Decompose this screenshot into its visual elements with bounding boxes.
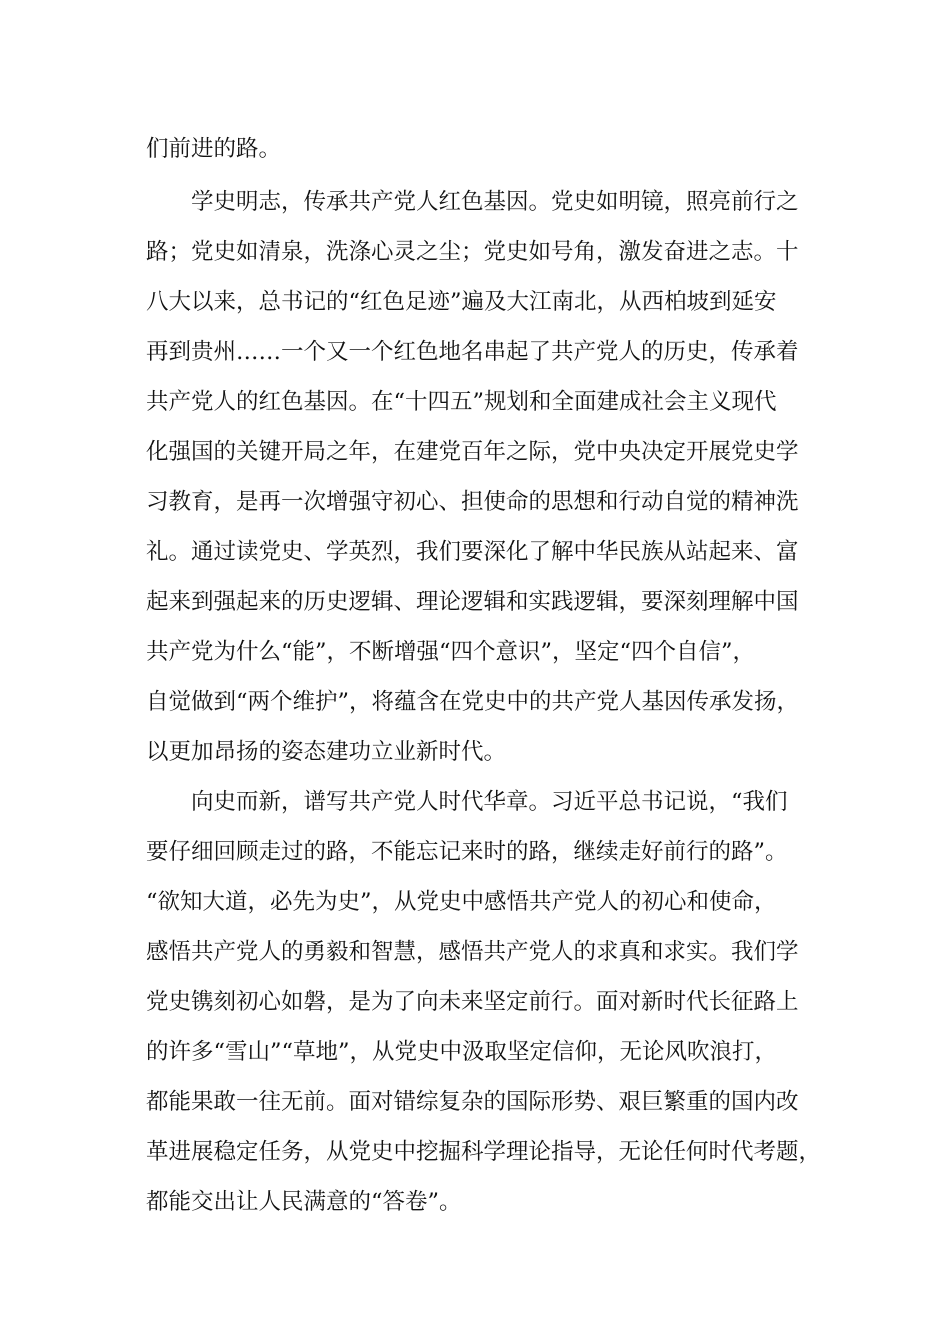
paragraph-first-line: 向史而新，谱写共产党人时代华章。习近平总书记说，“我们	[191, 789, 788, 815]
text-line: 党史镌刻初心如磐，是为了向未来坚定前行。面对新时代长征路上	[146, 989, 799, 1015]
text-line: 要仔细回顾走过的路，不能忘记来时的路，继续走好前行的路”。	[146, 839, 788, 865]
text-line: 习教育，是再一次增强守初心、担使命的思想和行动自觉的精神洗	[146, 489, 799, 515]
text-line: 们前进的路。	[146, 136, 282, 162]
text-line: 感悟共产党人的勇毅和智慧，感悟共产党人的求真和求实。我们学	[146, 939, 799, 965]
paragraph-first-line: 学史明志，传承共产党人红色基因。党史如明镜，照亮前行之	[191, 189, 799, 215]
text-line: 八大以来，总书记的“红色足迹”遍及大江南北，从西柏坡到延安	[146, 289, 777, 315]
text-line: 起来到强起来的历史逻辑、理论逻辑和实践逻辑，要深刻理解中国	[146, 589, 799, 615]
text-line: 自觉做到“两个维护”，将蕴含在党史中的共产党人基因传承发扬，	[146, 689, 800, 715]
text-line: 都能交出让人民满意的“答卷”。	[146, 1189, 462, 1215]
text-line: 再到贵州……一个又一个红色地名串起了共产党人的历史，传承着	[146, 339, 799, 365]
text-line: 共产党为什么“能”，不断增强“四个意识”，坚定“四个自信”，	[146, 639, 756, 665]
text-line: 路；党史如清泉，洗涤心灵之尘；党史如号角，激发奋进之志。十	[146, 239, 799, 265]
text-line: 化强国的关键开局之年，在建党百年之际，党中央决定开展党史学	[146, 439, 799, 465]
text-line: “欲知大道，必先为史”，从党史中感悟共产党人的初心和使命，	[146, 889, 777, 915]
text-line: 以更加昂扬的姿态建功立业新时代。	[146, 739, 507, 765]
text-line: 共产党人的红色基因。在“十四五”规划和全面建成社会主义现代	[146, 389, 777, 415]
text-line: 革进展稳定任务，从党史中挖掘科学理论指导，无论任何时代考题，	[146, 1139, 822, 1165]
text-line: 的许多“雪山”“草地”，从党史中汲取坚定信仰，无论风吹浪打，	[146, 1039, 778, 1065]
text-line: 都能果敢一往无前。面对错综复杂的国际形势、艰巨繁重的国内改	[146, 1089, 799, 1115]
text-line: 礼。通过读党史、学英烈，我们要深化了解中华民族从站起来、富	[146, 539, 799, 565]
